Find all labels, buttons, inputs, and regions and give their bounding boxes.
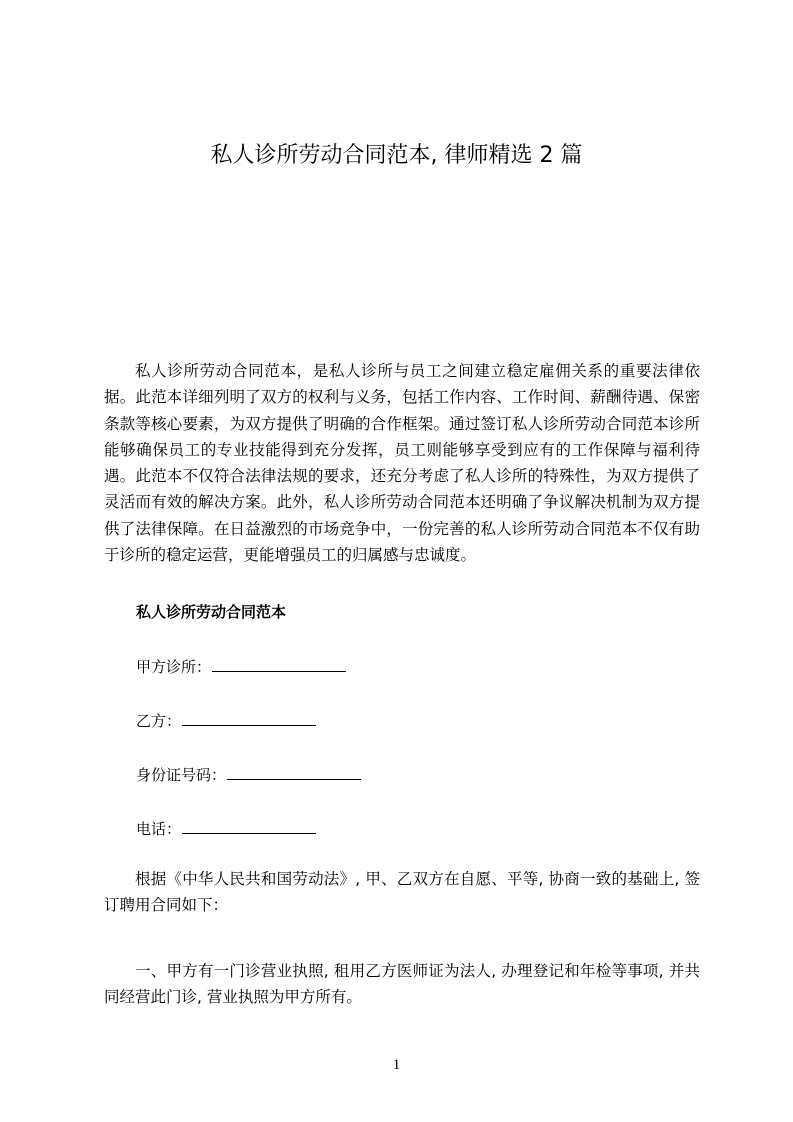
id-number-field	[136, 763, 361, 786]
party-b-label: 乙方：	[136, 712, 182, 730]
preamble-paragraph: 根据《中华人民共和国劳动法》, 甲、乙双方在自愿、平等, 协商一致的基础上, 签订聘用合同如下：	[104, 870, 700, 914]
id-number-label: 身份证号码：	[136, 766, 227, 784]
phone-field	[136, 817, 316, 840]
party-a-field	[136, 655, 346, 678]
party-b-field	[136, 709, 316, 732]
phone-blank-line	[182, 817, 316, 834]
intro-paragraph: 私人诊所劳动合同范本，是私人诊所与员工之间建立稳定雇佣关系的重要法律依据。此范本详细列明了双方的权利与义务，包括工作内容、工作时间、薪酬待遇、保密条款等核心要素，为双方提供了明确的合作框架。通过签订私人诊所劳动合同范本诊所能够确保员工的专业技能得到充分发挥，员工则能够享受到应有的工作保障与福利待遇。此范本不仅符合法律法规的要求，还充分考虑了私人诊所的特殊性，为双方提供了灵活而有效的解决方案。此外，私人诊所劳动合同范本还明确了争议解决机制为双方提供了法律保障。在日益激烈的市场竞争中，一份完善的私人诊所劳动合同范本不仅有助于诊所的稳定运营，更能增强员工的归属感与忠诚度。	[104, 362, 700, 565]
document-title: 私人诊所劳动合同范本, 律师精选 2 篇	[210, 143, 583, 168]
party-a-blank-line	[212, 655, 346, 672]
party-a-label: 甲方诊所：	[136, 658, 212, 676]
clause-1-paragraph: 一、甲方有一门诊营业执照, 租用乙方医师证为法人, 办理登记和年检等事项, 并共同经营此门诊, 营业执照为甲方所有。	[104, 962, 700, 1006]
id-number-blank-line	[227, 763, 361, 780]
party-b-blank-line	[182, 709, 316, 726]
section-heading: 私人诊所劳动合同范本	[136, 603, 287, 621]
phone-label: 电话：	[136, 820, 182, 838]
page-number: 1	[392, 1057, 401, 1073]
